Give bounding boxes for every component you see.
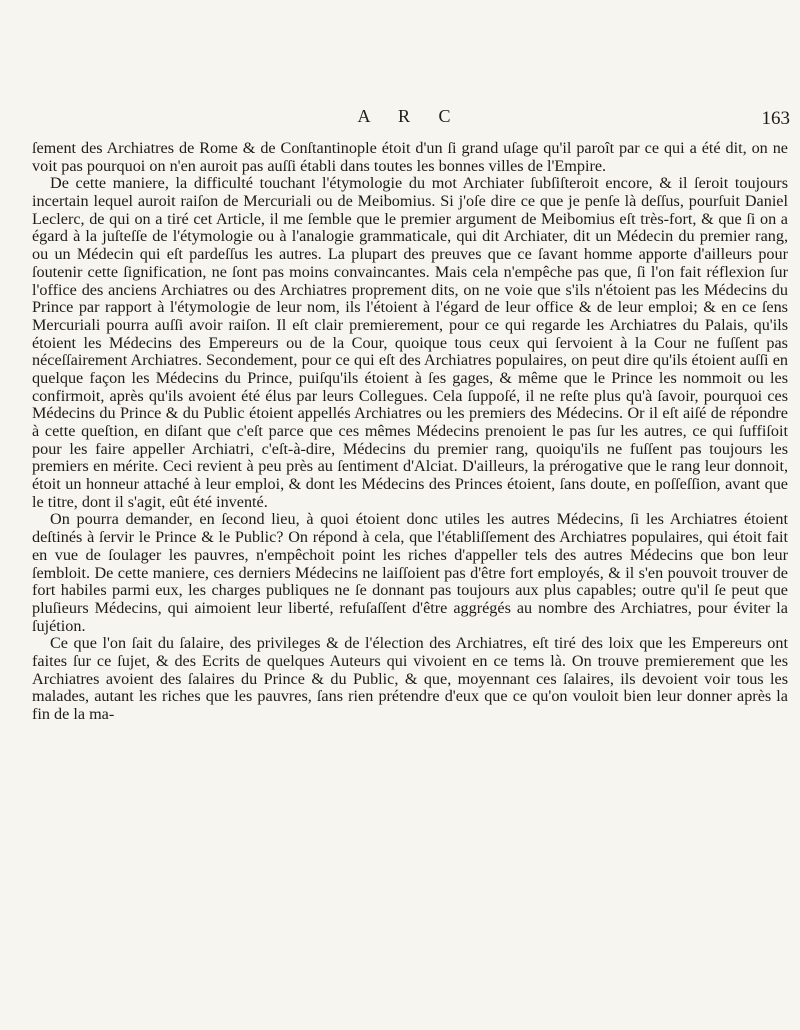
page-header xyxy=(30,104,790,134)
paragraph: ſement des Archiatres de Rome & de Conſtantinople étoit d'un ſi grand uſage qu'il paroît par ce qui a été dit, on ne voit pas pourquoi on n'en auroit pas auſſi établi dans toutes les bonnes villes de l'Empire. xyxy=(32,139,788,175)
paragraph: De cette maniere, la difficulté touchant l'étymologie du mot Archiater ſubſiſteroit encore, & il ſeroit toujours incertain lequel auroit raiſon de Mercuriali ou de Meibomius. Si j'oſe dire ce que je penſe là deſſus, pourſuit Daniel Leclerc, de qui on a tiré cet Article, il me ſemble que le premier argument de Meibomius eſt très-fort, & que ſi on a égard à la juſteſſe de l'étymologie ou à l'analogie grammaticale, qui dit Archiater, dit un Médecin du premier rang, ou un Médecin qui eſt pardeſſus les autres. La plupart des preuves que ce ſavant homme apporte d'ailleurs pour ſoutenir cette ſignification, ne ſont pas moins convaincantes. Mais cela n'empêche pas que, ſi l'on fait réflexion ſur l'office des anciens Archiatres ou des Archiatres proprement dits, on ne voie que s'ils n'étoient pas les Médecins du Prince par rapport à l'étymologie de leur nom, ils l'étoient à l'égard de leur office & de leur emploi; & en ce ſens Mercuriali pourra auſſi avoir raiſon. Il eſt clair premierement, pour ce qui regarde les Archiatres du Palais, qu'ils étoient les Médecins des Empereurs ou de la Cour, quoique tous ceux qui ſervoient à la Cour ne fuſſent pas néceſſairement Archiatres. Secondement, pour ce qui eſt des Archiatres populaires, on peut dire qu'ils étoient auſſi en quelque façon les Médecins du Prince, puiſqu'ils étoient à ſes gages, & même que le Prince les nommoit ou les confirmoit, après qu'ils avoient été élus par leurs Collegues. Cela ſuppoſé, il ne reſte plus qu'à ſavoir, pourquoi ces Médecins du Prince & du Public étoient appellés Archiatres ou les premiers des Médecins. Or il eſt aiſé de répondre à cette queſtion, en diſant que c'eſt parce que ces mêmes Médecins prenoient le pas ſur les autres, ce qui ſuffiſoit pour les faire appeller Archiatri, c'eſt-à-dire, Médecins du premier rang, quoiqu'ils ne fuſſent pas toujours les premiers en mérite. Ceci revient à peu près au ſentiment d'Alciat. D'ailleurs, la prérogative que le rang leur donnoit, étoit un honneur attaché à leur emploi, & dont les Médecins des Princes étoient, ſans doute, en poſſeſſion, avant que le titre, dont il s'agit, eût été inventé. xyxy=(32,174,788,511)
page-number: 163 xyxy=(761,108,790,129)
paragraph: Ce que l'on ſait du ſalaire, des privileges & de l'élection des Archiatres, eſt tiré des loix que les Empereurs ont faites ſur ce ſujet, & des Ecrits de quelques Auteurs qui vivoient en ce tems là. On trouve premierement que les Archiatres avoient des ſalaires du Prince & du Public, & que, moyennant ces ſalaires, ils devoient voir tous les malades, autant les riches que les pauvres, ſans rien prétendre d'eux que ce qu'on vouloit bien leur donner après la fin de la ma- xyxy=(32,634,788,723)
running-head: A R C xyxy=(357,106,463,126)
body-text xyxy=(32,140,788,724)
paragraph: On pourra demander, en ſecond lieu, à quoi étoient donc utiles les autres Médecins, ſi les Archiatres étoient deſtinés à ſervir le Prince & le Public? On répond à cela, que l'établiſſement des Archiatres populaires, qui étoit fait en vue de ſoulager les pauvres, n'empêchoit point les riches d'appeller tels des autres Médecins que bon leur ſembloit. De cette maniere, ces derniers Médecins ne laiſſoient pas d'être fort employés, & il s'en pouvoit trouver de fort habiles parmi eux, les charges publiques ne ſe donnant pas toujours aux plus capables; outre qu'il ſe peut que pluſieurs Médecins, qui aimoient leur liberté, refuſaſſent d'être aggrégés au nombre des Archiatres, pour éviter la ſujétion. xyxy=(32,510,788,635)
